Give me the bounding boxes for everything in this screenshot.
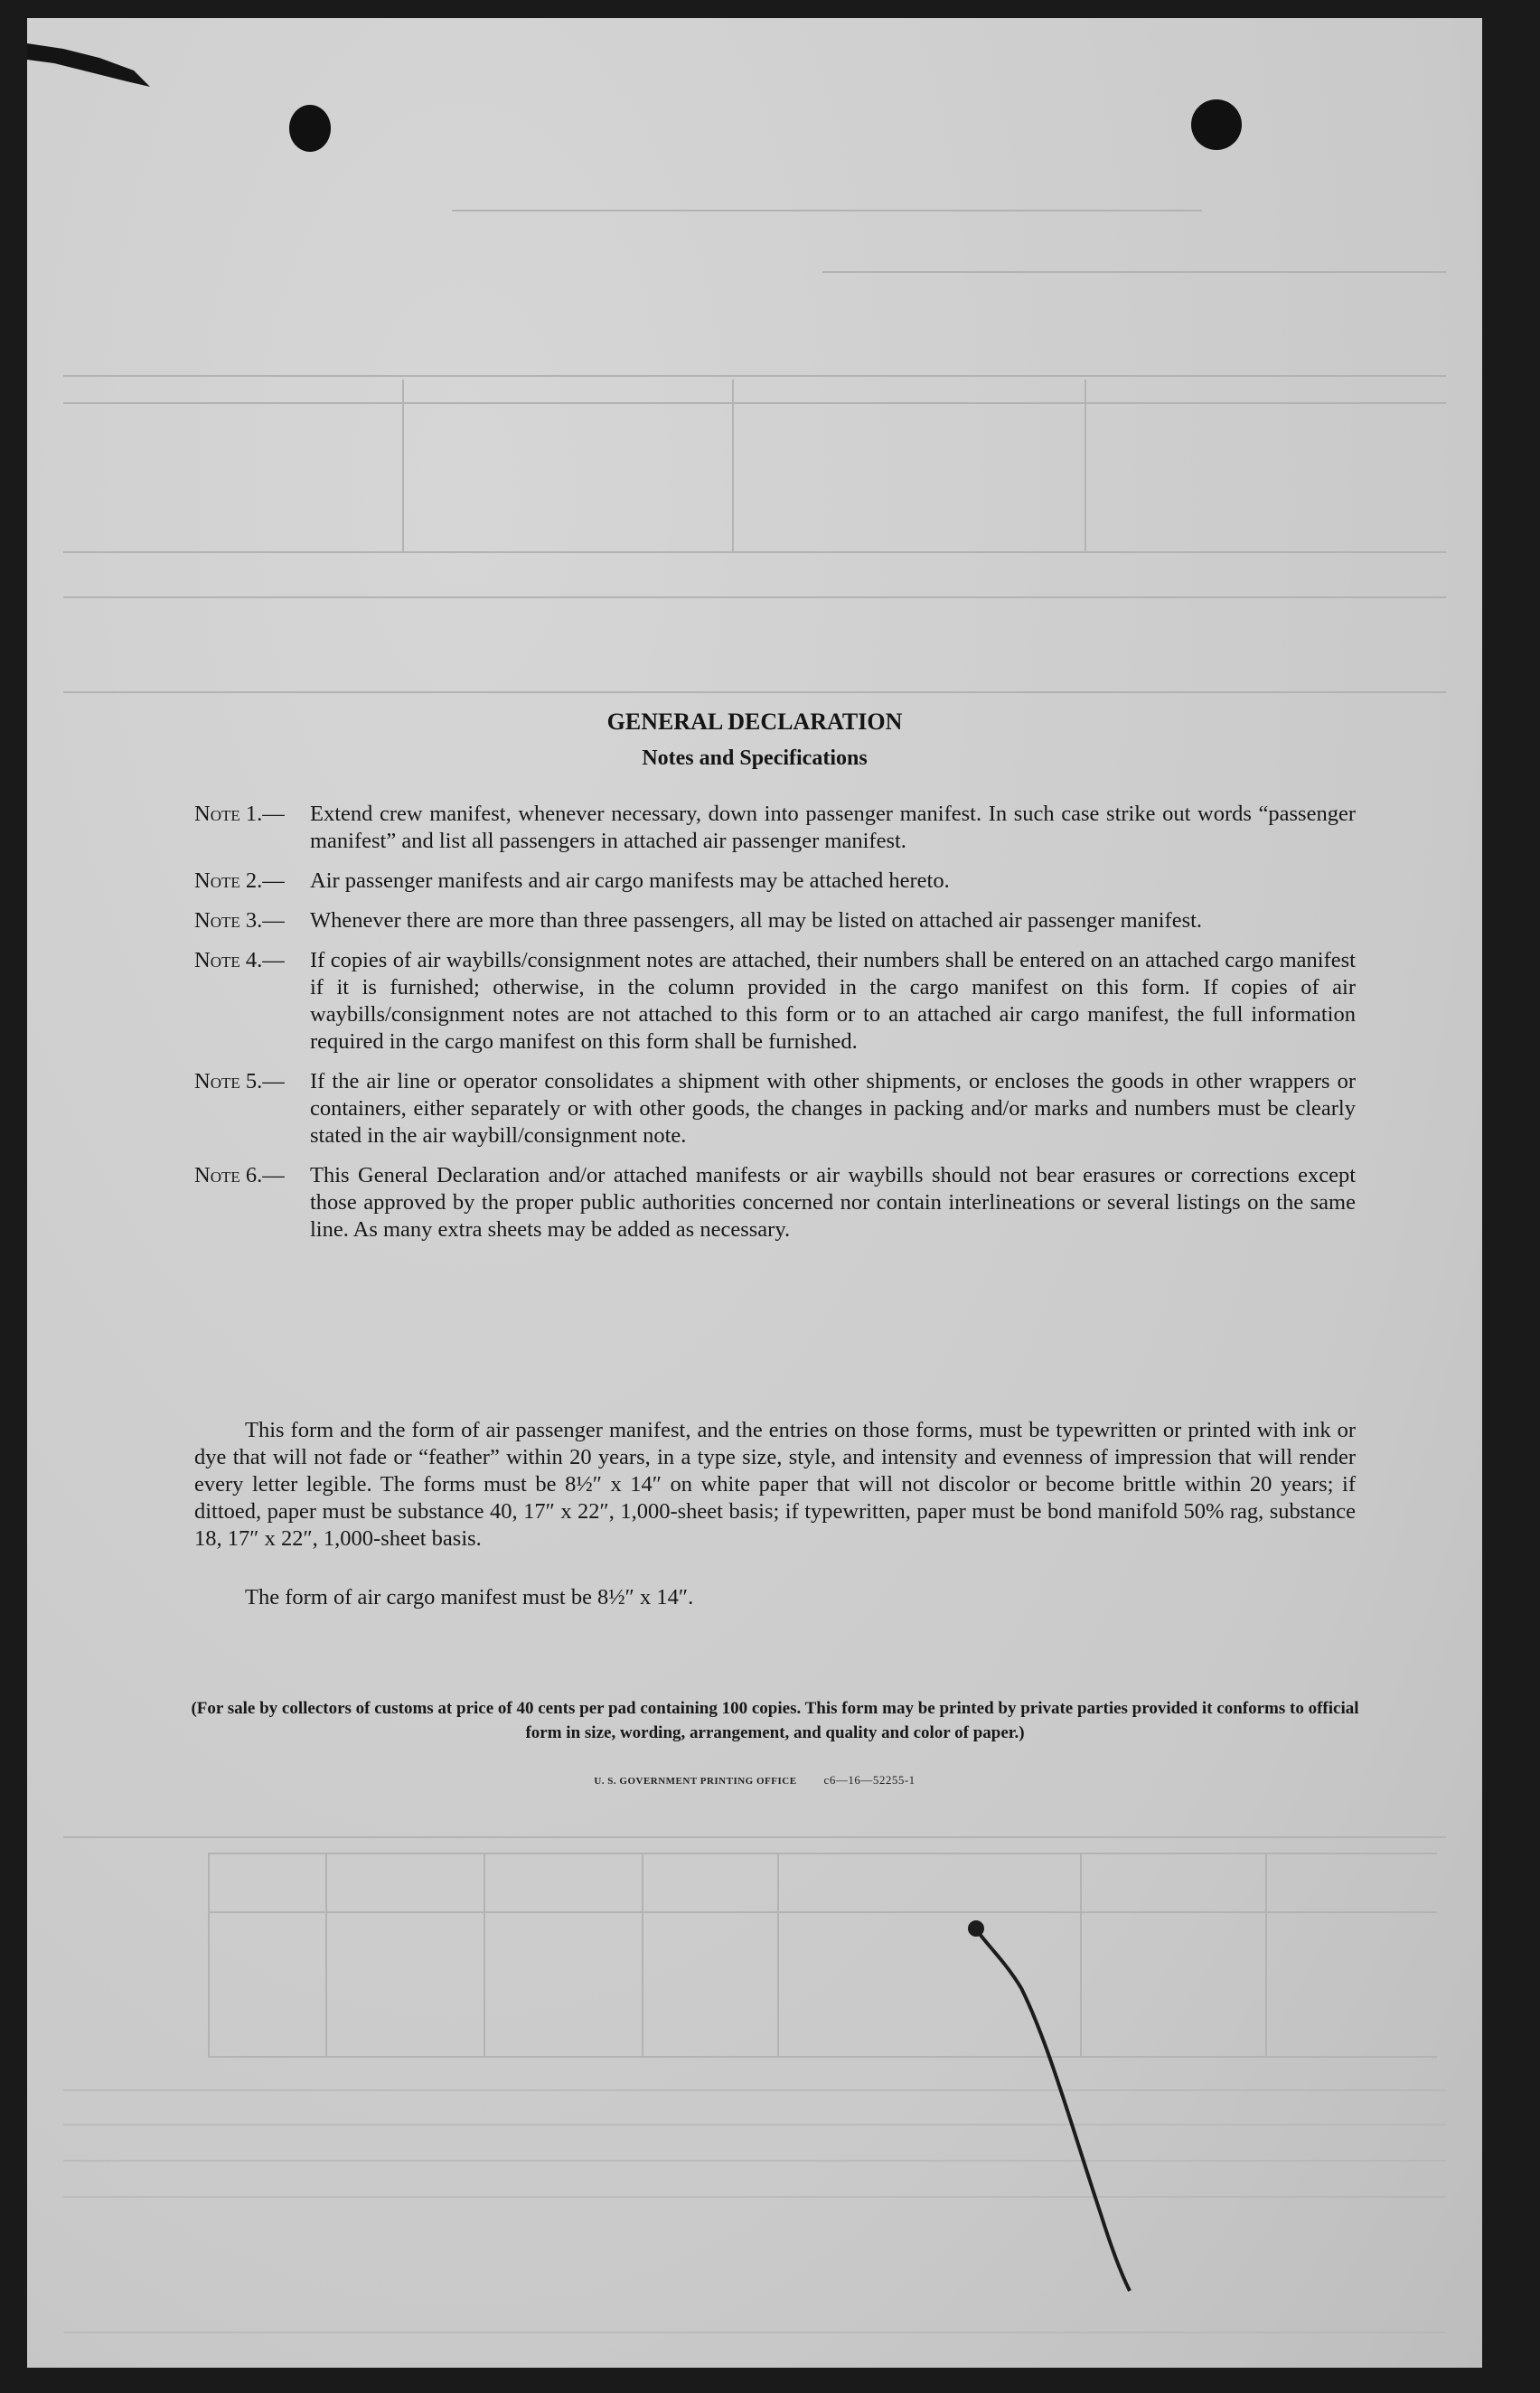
- note-label: Note 2.—: [194, 868, 285, 893]
- declaration-title: GENERAL DECLARATION: [606, 709, 903, 735]
- note-text: This General Declaration and/or attached manifests or air waybills should not bear erasures or corrections except those approved by the proper public authorities concerned nor contain interlineations or several listings on the same line. As many extra sheets may be added as necessary.: [310, 1163, 1356, 1242]
- note-text: Whenever there are more than three passengers, all may be listed on attached air passenger manifest.: [310, 908, 1203, 933]
- note-6: [194, 1162, 1356, 1243]
- note-text: Air passenger manifests and air cargo manifests may be attached hereto.: [310, 868, 950, 893]
- declaration-subtitle: Notes and Specifications: [642, 746, 868, 770]
- binder-hole-right: [1191, 99, 1242, 150]
- print-code: c6—16—52255-1: [823, 1773, 916, 1787]
- note-2: [194, 868, 1356, 895]
- note-label: Note 1.—: [194, 802, 285, 826]
- note-text: Extend crew manifest, whenever necessary, down into passenger manifest. In such case strike out words “passenger manifest” and list all passengers in attached air passenger manifest.: [310, 802, 1356, 853]
- cargo-size-line: The form of air cargo manifest must be 8½″ x 14″.: [245, 1585, 694, 1609]
- specification-paragraph: This form and the form of air passenger manifest, and the entries on those forms, must be typewritten or printed with ink or dye that will not fade or “feather” within 20 years, in a type size, style, and intensity and evenness of impression that will render every letter legible. The forms must be 8½″ x 14″ on white paper that will not discolor or become brittle within 20 years; if dittoed, paper must be substance 40, 17″ x 22″, 1,000-sheet basis; if typewritten, paper must be bond manifold 50% rag, substance 18, 17″ x 22″, 1,000-sheet basis.: [194, 1418, 1356, 1551]
- note-5: [194, 1068, 1356, 1150]
- note-4: [194, 947, 1356, 1056]
- note-text: If copies of air waybills/consignment notes are attached, their numbers shall be entered on an attached cargo manifest if it is furnished; otherwise, in the column provided in the cargo manifest on this form. If copies of air waybills/consignment notes are not attached to this form or to an attached air cargo manifest, the full information required in the cargo manifest on this form shall be furnished.: [310, 948, 1356, 1054]
- pen-stroke-mark: [949, 1916, 1148, 2295]
- note-1: [194, 801, 1356, 855]
- note-text: If the air line or operator consolidates a shipment with other shipments, or encloses the goods in other wrappers or containers, either separately or with other goods, the changes in packing and/or marks and numbers must be clearly stated in the air waybill/consignment note.: [310, 1069, 1356, 1148]
- torn-corner-mark: [27, 36, 154, 90]
- binder-hole-left: [289, 105, 331, 152]
- printer-name: U. S. GOVERNMENT PRINTING OFFICE: [594, 1776, 797, 1787]
- document-page: [27, 18, 1482, 2368]
- note-label: Note 5.—: [194, 1069, 285, 1093]
- printer-imprint: [27, 1773, 1482, 1788]
- note-label: Note 4.—: [194, 948, 285, 972]
- sale-notice: (For sale by collectors of customs at price of 40 cents per pad containing 100 copies. This form may be printed by private parties provided it conforms to official form in size, wording, arrangement, and quality and color of paper.): [191, 1699, 1359, 1742]
- notes-list: [194, 801, 1356, 1256]
- note-3: [194, 907, 1356, 934]
- note-label: Note 6.—: [194, 1163, 285, 1187]
- note-label: Note 3.—: [194, 908, 285, 933]
